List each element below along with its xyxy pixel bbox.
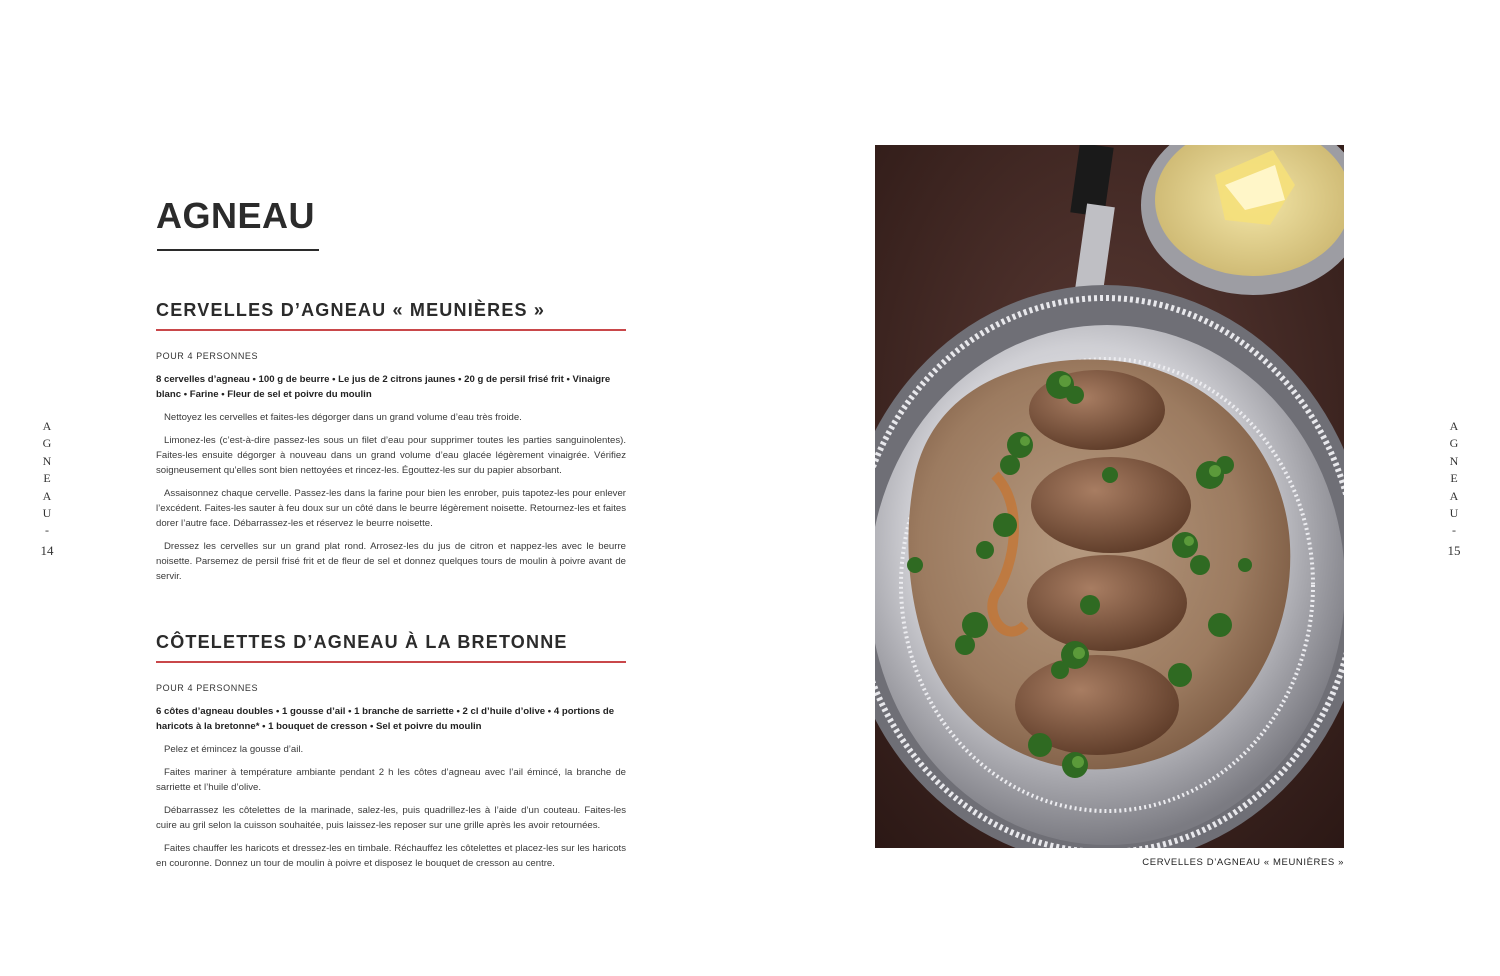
ingredient-list: 6 côtes d’agneau doubles • 1 gousse d’ail • 1 branche de sarriette • 2 cl d’huile d’olive • 4 portions de haricots à la bretonne* • 1 bouquet de cresson • Sel et poivre du moulin	[156, 706, 615, 732]
margin-letter: A	[1449, 419, 1459, 433]
margin-letter: A	[1449, 488, 1459, 503]
margin-letter: N	[42, 453, 52, 468]
margin-letter: U	[42, 506, 52, 521]
recipe-step: Limonez-les (c’est-à-dire passez-les sous un filet d’eau pour supprimer toutes les parties sanguinolentes). Faites-les ensuite dégorger à nouveau dans un grand volume d’eau glacée légèrement vinaigrée. Vérifiez soigneusement qu’elles sont bien nettoyées et rincez-les. Égouttez-les sur du papier absorbant.	[156, 435, 626, 476]
recipe-step: Nettoyez les cervelles et faites-les dégorger dans un grand volume d’eau très froide.	[164, 412, 522, 423]
photo-caption: CERVELLES D’AGNEAU « MEUNIÈRES »	[1142, 857, 1344, 868]
page-number: 15	[1447, 542, 1461, 558]
right-margin-running-head	[1444, 418, 1464, 559]
margin-letter: A	[42, 488, 52, 503]
margin-letter: -	[1452, 523, 1456, 538]
chapter-title: AGNEAU	[156, 195, 316, 236]
margin-letter: A	[42, 419, 52, 433]
chapter-title-rule	[157, 249, 319, 251]
recipe-title: CÔTELETTES D’AGNEAU À LA BRETONNE	[156, 632, 568, 652]
recipe-step: Assaisonnez chaque cervelle. Passez-les dans la farine pour bien les enrober, puis tapotez-les pour enlever l’excédent. Faites-les sauter à feu doux sur un côté dans le beurre légèrement noisette. Retournez-les et faites dorer l’autre face. Débarrassez-les et réservez le beurre noisette.	[156, 488, 626, 529]
margin-letter: G	[1449, 436, 1459, 451]
recipe-step: Débarrassez les côtelettes de la marinade, salez-les, puis quadrillez-les à l’aide d’un couteau. Faites-les cuire au gril selon la cuisson souhaitée, puis laissez-les reposer sur une grille après les avoir retournées.	[156, 805, 626, 831]
recipe-step: Faites chauffer les haricots et dressez-les en timbale. Réchauffez les côtelettes et placez-les sur les haricots en couronne. Donnez un tour de moulin à poivre et disposez le bouquet de cresson au centre.	[156, 843, 626, 869]
recipe-step: Pelez et émincez la gousse d’ail.	[164, 744, 304, 755]
margin-letter: U	[1449, 506, 1459, 521]
recipe-title-rule	[156, 329, 626, 331]
recipe-title: CERVELLES D’AGNEAU « MEUNIÈRES »	[156, 300, 546, 320]
recipe-cotelettes	[156, 628, 626, 871]
recipe-step: Dressez les cervelles sur un grand plat rond. Arrosez-les du jus de citron et nappez-les avec le beurre noisette. Parsemez de persil frisé frit et de fleur de sel et donnez quelques tours de moulin à poivre avant de servir.	[156, 541, 626, 582]
recipe-step: Faites mariner à température ambiante pendant 2 h les côtes d’agneau avec l’ail émincé, la branche de sarriette et l’huile d’olive.	[156, 767, 626, 793]
ingredient-list: 8 cervelles d’agneau • 100 g de beurre • Le jus de 2 citrons jaunes • 20 g de persil frisé frit • Vinaigre blanc • Farine • Fleur de sel et poivre du moulin	[156, 374, 611, 400]
margin-letter: E	[1450, 471, 1458, 486]
dish-photo	[875, 145, 1344, 848]
page-number: 14	[40, 542, 54, 558]
recipe-title-rule	[156, 661, 626, 663]
margin-letter: N	[1449, 453, 1459, 468]
recipe-cervelles	[156, 296, 626, 584]
margin-letter: G	[42, 436, 52, 451]
servings: POUR 4 PERSONNES	[156, 351, 259, 361]
servings: POUR 4 PERSONNES	[156, 683, 259, 693]
dish-photo-illustration	[875, 145, 1344, 848]
left-margin-running-head	[37, 418, 57, 559]
margin-letter: E	[43, 471, 51, 486]
margin-letter: -	[45, 523, 49, 538]
